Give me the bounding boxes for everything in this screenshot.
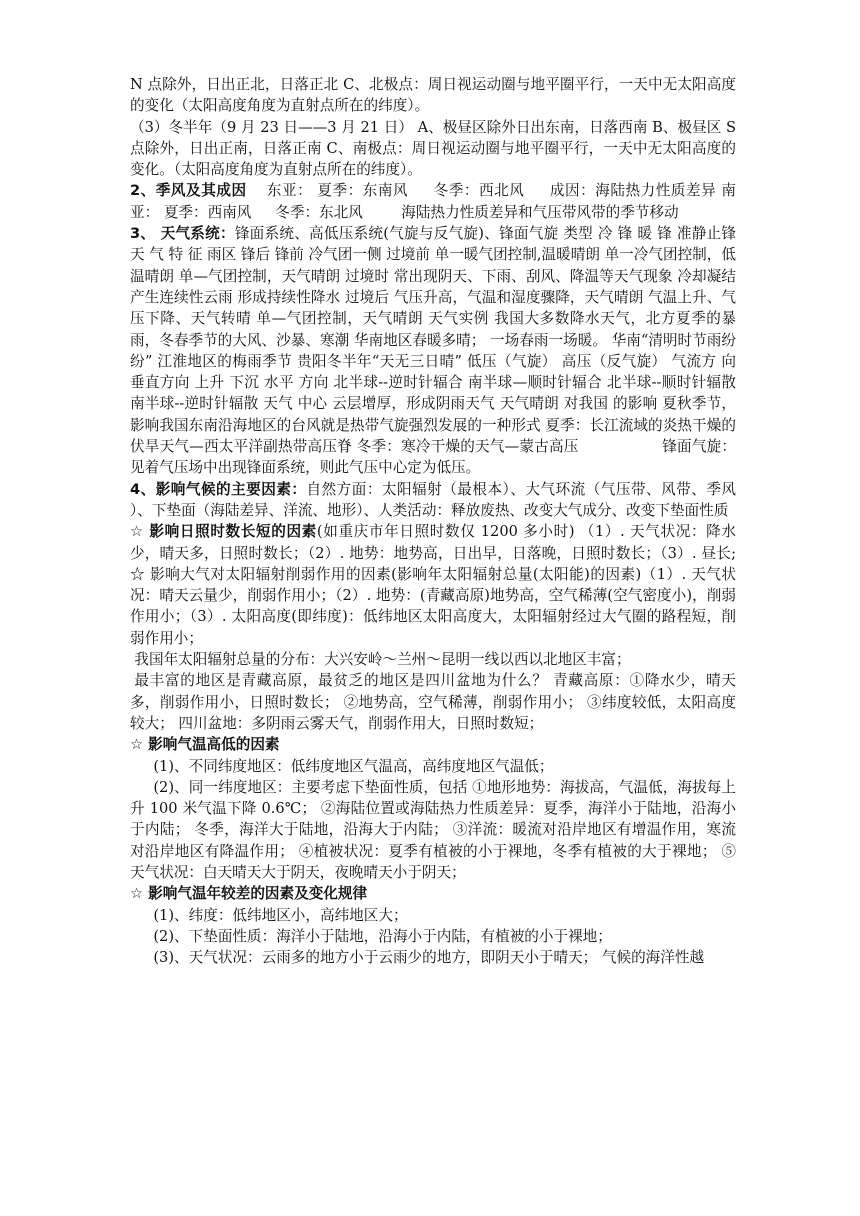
document-body: [130, 74, 736, 968]
paragraph-7: 我国年太阳辐射总量的分布：大兴安岭～兰州～昆明一线以西以北地区丰富；: [134, 651, 631, 669]
section-heading: 2、季风及其成因: [130, 182, 247, 200]
paragraph-9: [130, 734, 736, 755]
paragraph-4: 3、 天气系统：锋面系统、高低压系统(气旋与反气旋)、锋面气旋 类型 冷 锋 暖 锋 准静止锋 天 气 特 征 雨区 锋后 锋前 冷气团一侧 过境前 单一暖气团控制,温暖晴朗 单一冷气团控制，低温晴朗 单—气团控制，天气晴朗 过境时 常出现阴天、下雨、刮风、降温等天气现象 冷却凝结产生连续性云雨 形成持续性降水 过境后 气压升高，气温和湿度骤降，天气晴朗 气温上升、气压下降、天气转晴 单—气团控制，天气晴朗 天气实例 我国大多数降水天气，北方夏季的暴雨，冬春季节的大风、沙暴、寒潮 华南地区春暖多晴； 一场春雨一场暖。 华南“清明时节雨纷纷” 江淮地区的梅雨季节 贵阳冬半年“天无三日晴” 低压（气旋） 高压（反气旋） 气流方 向 垂直方向 上升 下沉 水平 方向 北半球--逆时针辐合 南半球—顺时针辐合 北半球--顺时针辐散 南半球--逆时针辐散 天气 中心 云层增厚，形成阴雨天气 天气晴朗 对我国 的影响 夏秋季节，影响我国东南沿海地区的台风就是热带气旋强烈发展的一种形式 夏季：长江流域的炎热干燥的伏旱天气—西太平洋副热带高压脊 冬季：寒冷干燥的天气—蒙古高压 锋面气旋：见着气压场中出现锋面系统，则此气压中心定为低压。: [130, 225, 736, 477]
paragraph-1: N 点除外，日出正北，日落正北 C、北极点：周日视运动圈与地平圈平行，一天中无太阳高度的变化（太阳高度角度为直射点所在的纬度）。: [130, 76, 736, 115]
section-heading: ☆ 影响日照时数长短的因素: [130, 523, 317, 541]
paragraph-10: (1)、不同纬度地区：低纬度地区气温高，高纬度地区气温低；: [153, 757, 554, 775]
section-heading: ☆ 影响气温高低的因素: [130, 736, 280, 754]
section-heading: 3、 天气系统：: [130, 225, 235, 243]
paragraph-3: 2、季风及其成因 东亚： 夏季：东南风 冬季：西北风 成因：海陆热力性质差异 南亚： 夏季：西南风 冬季：东北风 海陆热力性质差异和气压带风带的季节移动: [130, 182, 737, 221]
section-heading: 4、影响气候的主要因素：: [130, 480, 307, 498]
paragraph-15: (3)、天气状况：云雨多的地方小于云雨少的地方，即阴天小于晴天； 气候的海洋性越: [153, 949, 705, 967]
paragraph-11: (2)、同一纬度地区：主要考虑下垫面性质，包括 ①地形地势：海拔高，气温低，海拔每上升 100 米气温下降 0.6℃； ②海陆位置或海陆热力性质差异：夏季，海洋小于陆地，沿海小于内陆； 冬季，海洋大于陆地，沿海大于内陆； ③洋流：暖流对沿岸地区有增温作用，寒流对沿岸地区有降温作用； ④植被状况：夏季有植被的小于裸地，冬季有植被的大于裸地； ⑤天气状况：白天晴天大于阴天，夜晚晴天小于阴天；: [130, 778, 736, 881]
section-heading: ☆ 影响气温年较差的因素及变化规律: [130, 885, 368, 903]
paragraph-13: (1)、纬度：低纬地区小，高纬地区大；: [153, 906, 408, 924]
paragraph-14: (2)、下垫面性质：海洋小于陆地，沿海小于内陆，有植被的小于裸地；: [153, 927, 612, 945]
paragraph-2: （3）冬半年（9 月 23 日——3 月 21 日） A、极昼区除外日出东南，日落西南 B、极昼区 S 点除外，日出正南，日落正南 C、南极点：周日视运动圈与地平圈平行，一天中无太阳高度的变化。（太阳高度角度为直射点所在的纬度）。: [130, 118, 736, 179]
paragraph-8: 最丰富的地区是青藏高原，最贫乏的地区是四川盆地为什么？ 青藏高原：①降水少，晴天多，削弱作用小，日照时数长； ②地势高，空气稀薄，削弱作用小； ③纬度较低，太阳高度较大； 四川盆地：多阴雨云雾天气，削弱作用大，日照时数短；: [130, 672, 736, 732]
paragraph-5: 4、影响气候的主要因素：自然方面：太阳辐射（最根本）、大气环流（气压带、风带、季风 ）、下垫面（海陆差异、洋流、地形）、人类活动：释放废热、改变大气成分、改变下垫面性质: [130, 480, 737, 519]
paragraph-12: [130, 883, 736, 904]
paragraph-6: ☆ 影响日照时数长短的因素(如重庆市年日照时数仅 1200 多小时) （1）. 天气状况：降水少，晴天多，日照时数长；（2）. 地势：地势高，日出早，日落晚，日照时数长；（3）. 昼长; ☆ 影响大气对太阳辐射削弱作用的因素(影响年太阳辐射总量(太阳能)的因素)（1）. 天气状况：晴天云量少，削弱作用小；（2）. 地势：(青藏高原)地势高，空气稀薄(空气密度小)，削弱作用小；（3）. 太阳高度(即纬度)：低纬地区太阳高度大，太阳辐射经过大气圈的路程短，削弱作用小；: [130, 523, 737, 647]
